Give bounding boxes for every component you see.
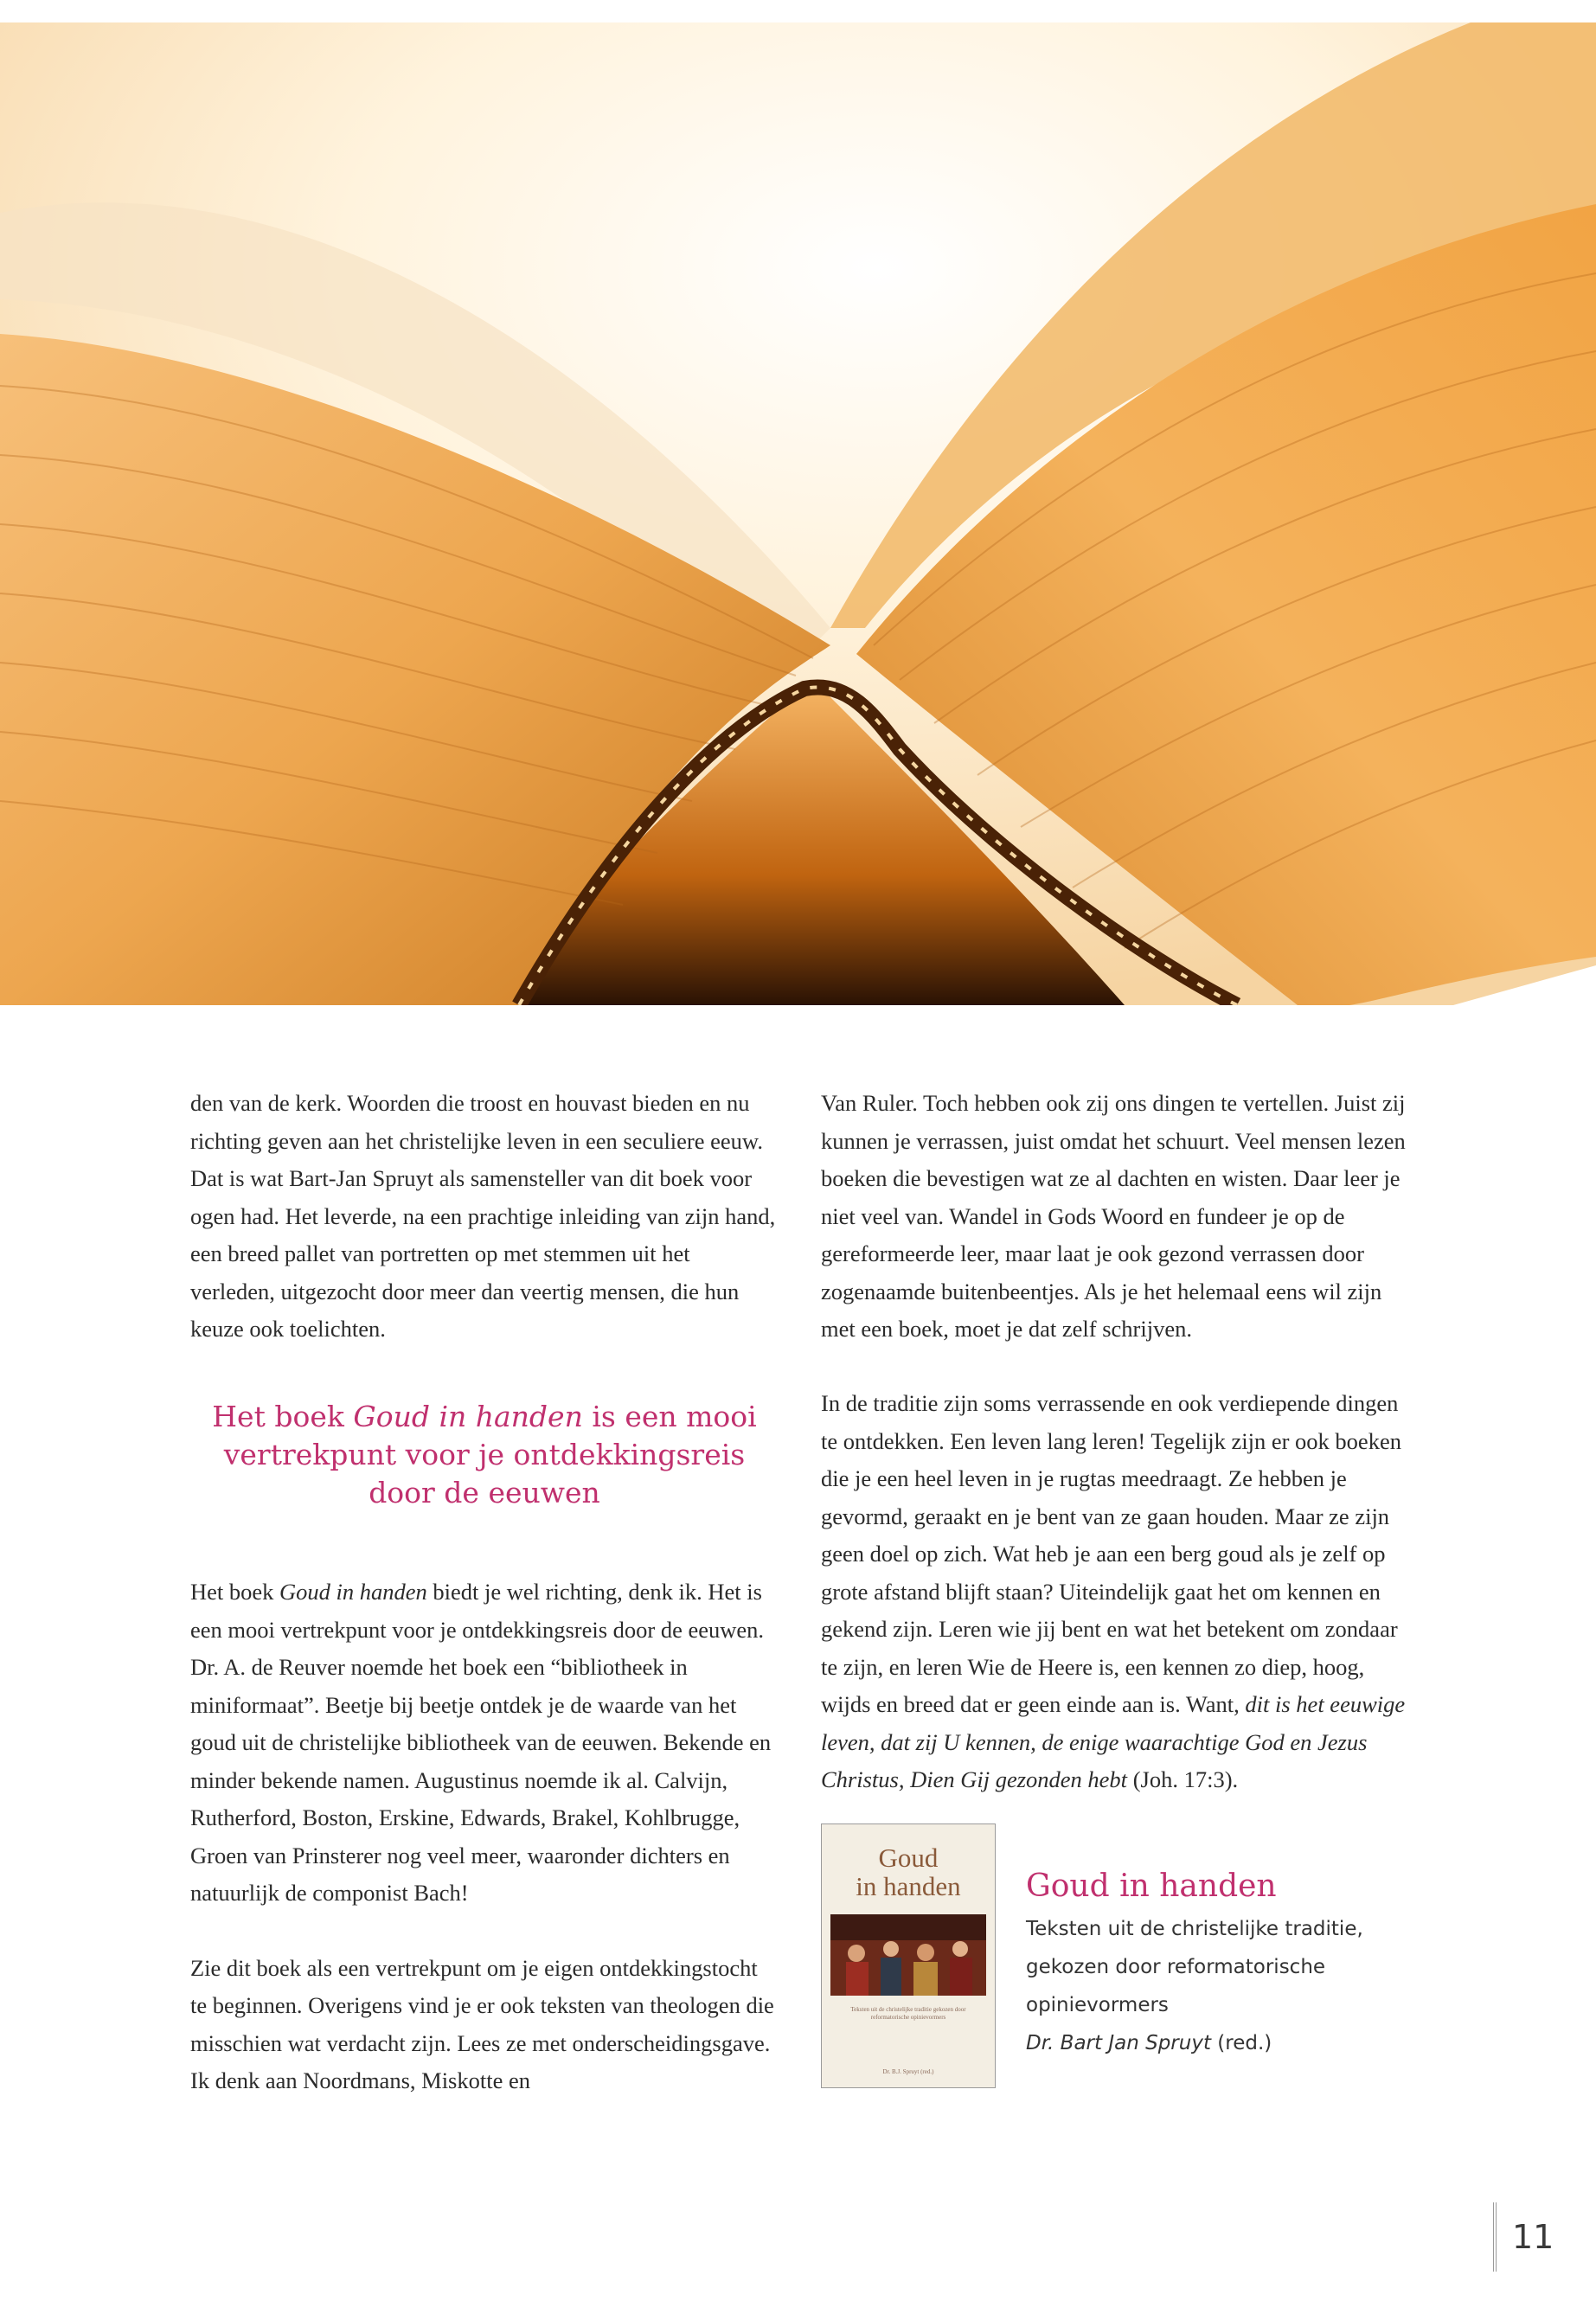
pull-quote (190, 1398, 779, 1512)
hero-image (0, 22, 1596, 1005)
book-cover-image (821, 1823, 996, 2088)
book-title: Goud in handen (1026, 1868, 1277, 1904)
article-column-left-lower (190, 1574, 779, 2100)
pull-quote-text: Het boek (212, 1400, 354, 1433)
paragraph-text: In de traditie zijn soms verrassende en ook verdiepende dingen te ontdekken. Een leven lang leren! Tegelijk zijn er ook boeken die je een heel leven in je rugtas meedraagt. Ze hebben je gevormd, geraakt en je bent van ze gaan houden. Maar ze zijn geen doel op zich. Wat heb je aan een berg goud als je zelf op grote afstand blijft staan? Uiteindelijk gaat het om kennen en gekend zijn. Leren wie jij bent en wat het betekent om zondaar te zijn, en leren Wie de Heere is, een kennen zo diep, hoog, wijds en breed dat er geen einde aan is. Want, (821, 1390, 1401, 1717)
book-info (1026, 1867, 1389, 2062)
paragraph-text: Het boek (190, 1579, 280, 1605)
bible-quote: dit is het eeuwige leven, dat zij U kennen, de enige waarachtige God en Jezus Christus, Dien Gij gezonden hebt (821, 1691, 1406, 1792)
paragraph-text: biedt je wel richting, denk ik. Het is een mooi vertrekpunt voor je ontdekkingsreis door de eeuwen. Dr. A. de Reuver noemde het boek een “bibliotheek in miniformaat”. Beetje bij beetje ontdek je de waarde van het goud uit de christelijke bibliotheek van de eeuwen. Bekende en minder bekende namen. Augustinus noemde ik al. Calvijn, Rutherford, Boston, Erskine, Edwards, Brakel, Kohlbrugge, Groen van Prinsterer nog veel meer, waaronder dichters en natuurlijk de componist Bach! (190, 1579, 772, 1906)
pull-quote-text: is een mooi vertrekpunt voor je ontdekkingsreis door de eeuwen (223, 1400, 757, 1509)
paragraph (821, 1385, 1413, 1799)
paragraph (190, 1574, 779, 1913)
book-author-name: Dr. Bart Jan Spruyt (1026, 2032, 1211, 2054)
book-author (1026, 2024, 1389, 2062)
cover-title-line: in handen (856, 1871, 961, 1901)
book-subtitle-line: Teksten uit de christelijke traditie, (1026, 1918, 1363, 1940)
cover-subtitle: Teksten uit de christelijke traditie gekozen door reformatorische opinievormers (850, 2006, 966, 2021)
article-column-right (821, 1085, 1413, 1349)
cover-author: Dr. B.J. Spruyt (red.) (882, 2068, 934, 2075)
article-column-right-lower (821, 1385, 1413, 1799)
cover-title (822, 1843, 995, 1900)
paragraph: Zie dit boek als een vertrekpunt om je eigen ontdekkingstocht te beginnen. Overigens vind je er ook teksten van theologen die misschien wat verdacht zijn. Lees ze met onderscheidingsgave. Ik denk aan Noordmans, Miskotte en (190, 1954, 774, 2093)
paragraph-book-title: Goud in handen (279, 1579, 427, 1605)
paragraph: Van Ruler. Toch hebben ook zij ons dingen te vertellen. Juist zij kunnen je verrassen, juist omdat het schuurt. Veel mensen lezen boeken die bevestigen wat ze al dachten en wisten. Daar leer je niet veel van. Wandel in Gods Woord en fundeer je op de gereformeerde leer, maar laat je ook gezond verrassen door zogenaamde buitenbeentjes. Als je het helemaal eens wil zijn met een boek, moet je dat zelf schrijven. (821, 1090, 1406, 1342)
open-book-photo-icon (0, 22, 1596, 1005)
book-subtitle-line: opinievormers (1026, 1994, 1169, 2016)
book-author-suffix: (red.) (1210, 2032, 1272, 2054)
pull-quote-book-title: Goud in handen (353, 1400, 583, 1433)
paragraph: den van de kerk. Woorden die troost en houvast bieden en nu richting geven aan het christelijke leven in een seculiere eeuw. Dat is wat Bart-Jan Spruyt als samensteller van dit boek voor ogen had. Het leverde, na een prachtige inleiding van zijn hand, een breed pallet van portretten op met stemmen uit het verleden, uitgezocht door meer dan veertig mensen, die hun keuze ook toelichten. (190, 1090, 776, 1342)
book-subtitle-line: gekozen door reformatorische (1026, 1956, 1326, 1978)
page-number: 11 (1493, 2202, 1554, 2272)
painting-icon (830, 1914, 986, 1996)
cover-title-line: Goud (878, 1843, 939, 1873)
article-column-left (190, 1085, 779, 1349)
paragraph-text: (Joh. 17:3). (1127, 1766, 1239, 1792)
